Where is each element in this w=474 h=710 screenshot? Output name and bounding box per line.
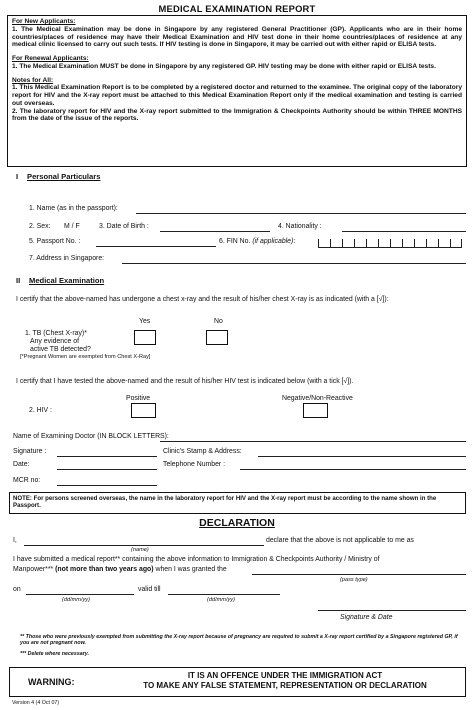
instructions-box	[7, 15, 467, 167]
clinic-stamp-field[interactable]	[258, 456, 466, 457]
footnote-delete: *** Delete where necessary.	[20, 651, 89, 657]
warning-box	[9, 667, 466, 697]
new-applicants-heading: For New Applicants:	[12, 18, 76, 25]
telephone-field[interactable]	[240, 469, 466, 470]
sex-label: 2. Sex:	[29, 223, 51, 230]
tb-no-checkbox[interactable]	[206, 330, 228, 345]
hiv-negative-checkbox[interactable]	[303, 403, 328, 418]
overseas-note-box: NOTE: For persons screened overseas, the name in the laboratory report for HIV and the X-ray report must be according to the name shown in the Passport.	[9, 492, 466, 514]
valid-till-field[interactable]	[168, 594, 280, 595]
date-field[interactable]	[57, 469, 157, 470]
tb-label: 1. TB (Chest X-ray)*	[25, 330, 87, 337]
tb-note: [*Pregnant Women are exempted from Chest X-Ray]	[20, 354, 151, 360]
hiv-certify-text: I certify that I have tested the above-named and the result of his/her HIV test is indicated below (with a tick [√]).	[16, 378, 354, 385]
name-field[interactable]	[136, 213, 466, 214]
notes-for-all-heading: Notes for All:	[12, 76, 54, 84]
dob-label: 3. Date of Birth :	[99, 223, 149, 230]
xray-certify-text: I certify that the above-named has undergone a chest x-ray and the result of his/her chest X-ray is as indicated (with a [√]):	[16, 296, 389, 303]
renewal-applicants-heading: For Renewal Applicants:	[12, 55, 89, 63]
pass-type-caption: (pass type)	[340, 577, 368, 583]
nationality-label: 4. Nationality :	[278, 223, 322, 230]
submitted-text: I have submitted a medical report** containing the above information to Immigration & Checkpoints Authority / Ministry of	[13, 556, 380, 563]
pass-type-field[interactable]	[252, 574, 466, 575]
page-title: MEDICAL EXAMINATION REPORT	[158, 3, 316, 14]
manpower-line: Manpower*** (not more than two years ago) when I was granted the	[13, 566, 227, 573]
tb-sub-1: Any evidence of	[30, 338, 80, 345]
clinic-stamp-label: Clinic's Stamp & Address:	[163, 448, 242, 455]
notes-for-all-text-2: 2. The laboratory report for HIV and the X-ray report submitted to the Immigration & Checkpoints Authority should be within THREE MONTHS from the date of the issue of the reports.	[12, 107, 462, 123]
declaration-i-label: I,	[13, 537, 17, 544]
positive-label: Positive	[126, 395, 151, 402]
notes-for-all-text-1: 1. This Medical Examination Report is to be completed by a registered doctor and returned to the examinee. The original copy of the laboratory report for HIV and the X-ray report must be attached to this Medical Examination Report only if the medical examination and testing is carried out overseas.	[12, 84, 462, 107]
valid-till-label: valid till	[138, 586, 161, 593]
name-label: 1. Name (as in the passport):	[29, 205, 118, 212]
section-2-number: II	[16, 276, 21, 285]
declarant-name-field[interactable]	[24, 545, 264, 546]
dob-field[interactable]	[160, 231, 270, 232]
passport-field[interactable]	[96, 246, 216, 247]
address-field[interactable]	[122, 263, 466, 264]
yes-label: Yes	[139, 318, 151, 325]
signature-label: Signature :	[13, 448, 47, 455]
name-caption: (name)	[131, 547, 149, 553]
signature-field[interactable]	[57, 456, 157, 457]
date-label: Date:	[13, 461, 30, 468]
warning-label: WARNING:	[28, 677, 75, 687]
section-1-title: Personal Particulars	[27, 172, 101, 181]
declare-text: declare that the above is not applicable to me as	[266, 537, 414, 544]
section-1-number: I	[16, 172, 19, 181]
issue-date-field[interactable]	[26, 594, 134, 595]
hiv-label: 2. HIV :	[29, 407, 52, 414]
doctor-name-label: Name of Examining Doctor (IN BLOCK LETTERS):	[13, 433, 169, 440]
passport-label: 5. Passport No. :	[29, 238, 81, 245]
doctor-name-field[interactable]	[160, 441, 466, 442]
mcr-field[interactable]	[57, 485, 157, 486]
version-label: Version 4 (4 Oct 07)	[12, 700, 60, 706]
nationality-field[interactable]	[342, 231, 466, 232]
telephone-label: Telephone Number :	[163, 461, 226, 468]
fin-label: 6. FIN No. (if applicable):	[219, 238, 296, 245]
hiv-positive-checkbox[interactable]	[131, 403, 156, 418]
new-applicants-text: 1. The Medical Examination may be done in Singapore by any registered General Practitioner (GP). Applicants who are in their home countries/places of residence may have their Medical Examination and HIV test done in their home countries/places of residence at any medical clinic licensed to carry out such tests. If HIV testing is done in Singapore, it may be carried out with either rapid or ELISA tests.	[12, 25, 462, 49]
mcr-label: MCR no:	[13, 477, 41, 484]
issue-date-caption: (dd/mm/yy)	[62, 597, 90, 603]
section-2-title: Medical Examination	[29, 276, 105, 285]
negative-label: Negative/Non-Reactive	[282, 395, 353, 402]
fin-input-boxes[interactable]	[318, 239, 462, 248]
sex-options[interactable]: M / F	[64, 223, 80, 230]
tb-sub-2: active TB detected?	[30, 346, 91, 353]
on-label: on	[13, 586, 21, 593]
warning-text: IT IS AN OFFENCE UNDER THE IMMIGRATION ACT TO MAKE ANY FALSE STATEMENT, REPRESENTATION OR DECLARATION	[143, 671, 427, 690]
no-label: No	[214, 318, 223, 325]
signature-date-caption: Signature & Date	[340, 614, 393, 621]
address-label: 7. Address in Singapore:	[29, 255, 105, 262]
tb-yes-checkbox[interactable]	[134, 330, 156, 345]
declarant-signature-field[interactable]	[318, 610, 466, 611]
renewal-applicants-text: 1. The Medical Examination MUST be done in Singapore by any registered GP. HIV testing may be done with either rapid or ELISA tests.	[12, 62, 436, 70]
declaration-title: DECLARATION	[199, 517, 275, 529]
footnote-xray: ** Those who were previously exempted from submitting the X-ray report because of pregnancy are required to submit a X-ray report certified by a Singapore registered GP, if you are not pregnant now.	[20, 634, 458, 647]
valid-till-caption: (dd/mm/yy)	[207, 597, 235, 603]
